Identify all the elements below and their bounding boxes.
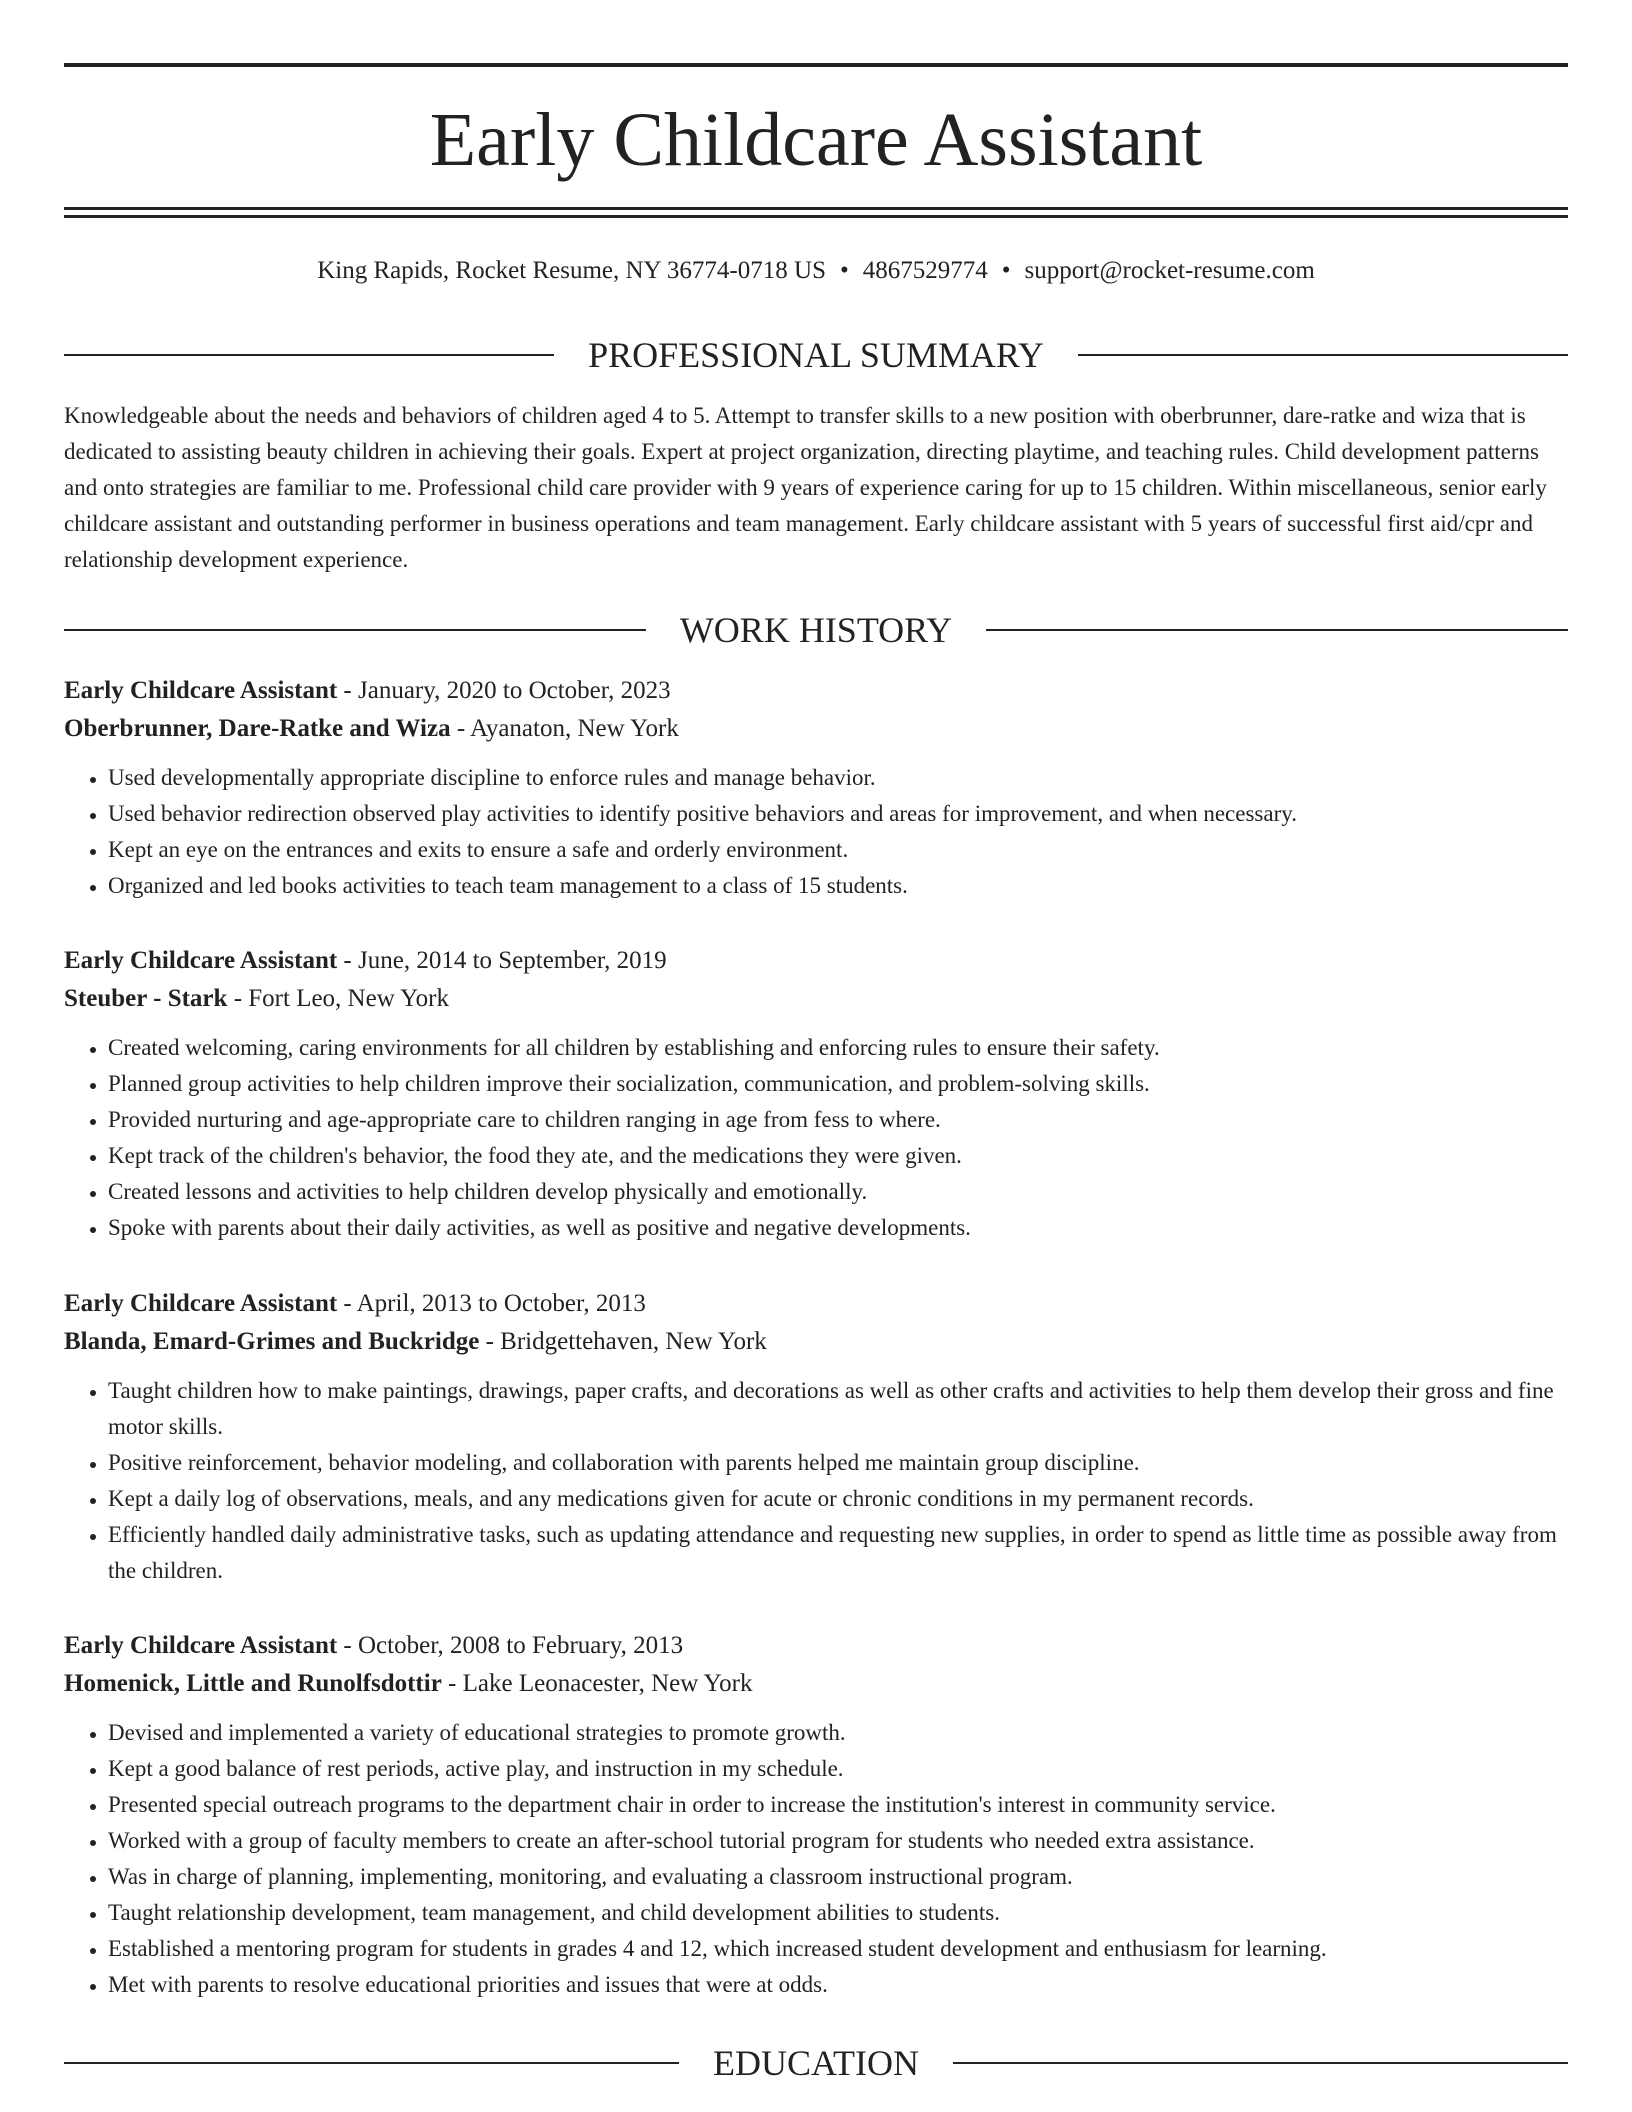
section-rule	[986, 629, 1568, 631]
job-company: Blanda, Emard-Grimes and Buckridge	[64, 1328, 480, 1355]
contact-address: King Rapids, Rocket Resume, NY 36774-0718 US	[317, 257, 826, 284]
job-duty: • Kept a good balance of rest periods, active play, and instruction in my schedule.	[108, 1751, 1568, 1787]
job-role-line	[64, 672, 1568, 710]
section-rule	[64, 2062, 679, 2064]
job-duty: • Planned group activities to help children improve their socialization, communication, and problem-solving skills.	[108, 1066, 1568, 1102]
job-duty: • Was in charge of planning, implementing, monitoring, and evaluating a classroom instructional program.	[108, 1859, 1568, 1895]
section-rule	[953, 2062, 1568, 2064]
job-company-line	[64, 710, 1568, 748]
job-duty: • Kept track of the children's behavior, the food they ate, and the medications they were given.	[108, 1138, 1568, 1174]
contact-line	[64, 254, 1568, 288]
job-entry	[64, 942, 1568, 1246]
contact-separator: •	[1001, 257, 1011, 284]
job-duties	[64, 1030, 1568, 1246]
job-entry	[64, 1285, 1568, 1589]
section-title: EDUCATION	[713, 2043, 919, 2083]
job-duty: • Organized and led books activities to teach team management to a class of 15 students.	[108, 868, 1568, 904]
job-dates: - October, 2008 to February, 2013	[343, 1632, 684, 1659]
job-duty: • Taught relationship development, team management, and child development abilities to students.	[108, 1895, 1568, 1931]
job-dates: - January, 2020 to October, 2023	[343, 677, 671, 704]
job-role: Early Childcare Assistant	[64, 1632, 338, 1659]
job-duties	[64, 760, 1568, 904]
job-duty: • Taught children how to make paintings, drawings, paper crafts, and decorations as well as other crafts and activities to help them develop their gross and fine motor skills.	[108, 1373, 1568, 1445]
job-duties	[64, 1715, 1568, 2003]
job-entry	[64, 672, 1568, 904]
resume-title: Early Childcare Assistant	[429, 98, 1203, 182]
section-title: WORK HISTORY	[679, 610, 953, 650]
title-double-rule-bottom	[64, 215, 1568, 218]
section-rule	[1078, 354, 1568, 356]
job-duties	[64, 1373, 1568, 1589]
job-duty: • Met with parents to resolve educational priorities and issues that were at odds.	[108, 1967, 1568, 2003]
job-duty: • Established a mentoring program for students in grades 4 and 12, which increased student development and enthusiasm for learning.	[108, 1931, 1568, 1967]
job-duty: • Used behavior redirection observed play activities to identify positive behaviors and areas for improvement, and when necessary.	[108, 796, 1568, 832]
job-role-line	[64, 1285, 1568, 1323]
title-double-rule-top	[64, 207, 1568, 210]
contact-phone: 4867529774	[862, 257, 988, 284]
job-company: Steuber - Stark	[64, 985, 228, 1012]
job-duty: • Provided nurturing and age-appropriate care to children ranging in age from fess to where.	[108, 1102, 1568, 1138]
section-title: PROFESSIONAL SUMMARY	[588, 335, 1044, 375]
job-duty: • Worked with a group of faculty members to create an after-school tutorial program for students who needed extra assistance.	[108, 1823, 1568, 1859]
contact-separator: •	[839, 257, 849, 284]
job-company-line	[64, 1323, 1568, 1361]
job-role: Early Childcare Assistant	[64, 947, 338, 974]
section-rule	[64, 354, 554, 356]
job-location: - Lake Leonacester, New York	[448, 1670, 753, 1697]
job-duty: • Created welcoming, caring environments for all children by establishing and enforcing rules to ensure their safety.	[108, 1030, 1568, 1066]
job-company: Oberbrunner, Dare-Ratke and Wiza	[64, 715, 451, 742]
job-dates: - June, 2014 to September, 2019	[343, 947, 667, 974]
job-company: Homenick, Little and Runolfsdottir	[64, 1670, 442, 1697]
job-location: - Bridgettehaven, New York	[485, 1328, 767, 1355]
job-duty: • Efficiently handled daily administrative tasks, such as updating attendance and requesting new supplies, in order to spend as little time as possible away from the children.	[108, 1517, 1568, 1589]
job-duty: • Devised and implemented a variety of educational strategies to promote growth.	[108, 1715, 1568, 1751]
job-duty: • Created lessons and activities to help children develop physically and emotionally.	[108, 1174, 1568, 1210]
job-dates: - April, 2013 to October, 2013	[343, 1290, 646, 1317]
job-role: Early Childcare Assistant	[64, 677, 338, 704]
job-duty: • Positive reinforcement, behavior modeling, and collaboration with parents helped me maintain group discipline.	[108, 1445, 1568, 1481]
section-rule	[64, 629, 646, 631]
job-role: Early Childcare Assistant	[64, 1290, 338, 1317]
professional-summary: Knowledgeable about the needs and behaviors of children aged 4 to 5. Attempt to transfer skills to a new position with oberbrunner, dare-ratke and wiza that is dedicated to assisting beauty children in achieving their goals. Expert at project organization, directing playtime, and teaching rules. Child development patterns and onto strategies are familiar to me. Professional child care provider with 9 years of experience caring for up to 15 children. Within miscellaneous, senior early childcare assistant and outstanding performer in business operations and team management. Early childcare assistant with 5 years of successful first aid/cpr and relationship development experience.	[64, 403, 1547, 572]
job-duty: • Used developmentally appropriate discipline to enforce rules and manage behavior.	[108, 760, 1568, 796]
job-location: - Ayanaton, New York	[456, 715, 679, 742]
job-duty: • Presented special outreach programs to the department chair in order to increase the institution's interest in community service.	[108, 1787, 1568, 1823]
job-duty: • Spoke with parents about their daily activities, as well as positive and negative developments.	[108, 1210, 1568, 1246]
job-duty: • Kept an eye on the entrances and exits to ensure a safe and orderly environment.	[108, 832, 1568, 868]
job-role-line	[64, 942, 1568, 980]
section-heading-work-history	[64, 610, 1568, 650]
job-company-line	[64, 1665, 1568, 1703]
section-heading-education	[64, 2043, 1568, 2083]
job-entry	[64, 1627, 1568, 2003]
contact-email: support@rocket-resume.com	[1024, 257, 1315, 284]
job-location: - Fort Leo, New York	[233, 985, 449, 1012]
job-company-line	[64, 980, 1568, 1018]
section-heading-summary	[64, 335, 1568, 375]
top-rule	[64, 63, 1568, 67]
job-duty: • Kept a daily log of observations, meals, and any medications given for acute or chronic conditions in my permanent records.	[108, 1481, 1568, 1517]
job-role-line	[64, 1627, 1568, 1665]
